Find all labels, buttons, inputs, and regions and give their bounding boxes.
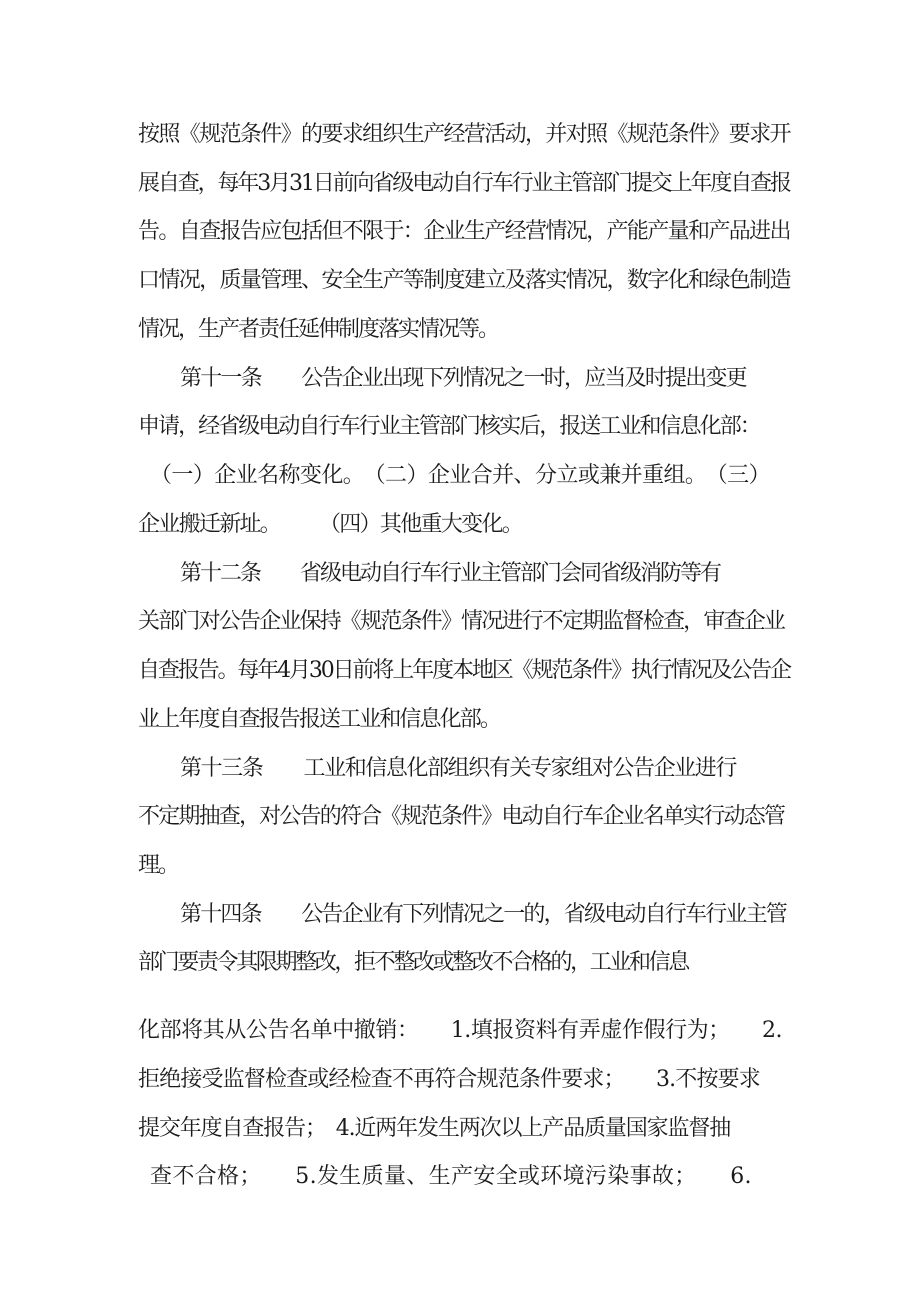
article-14-heading-line: 第十四条 公告企业有下列情况之一的，省级电动自行车行业主管 [180, 902, 787, 927]
article-13-heading-line: 第十三条 工业和信息化部组织有关专家组对公告企业进行 [180, 756, 736, 781]
text-line: 部门要责令其限期整改，拒不整改或整改不合格的，工业和信息 [138, 950, 688, 975]
text-line: 按照《规范条件》的要求组织生产经营活动，并对照《规范条件》要求开 [138, 122, 790, 147]
text-line: 提交年度自查报告； 4.近两年发生两次以上产品质量国家监督抽 [138, 1116, 731, 1141]
article-12-heading-line: 第十二条 省级电动自行车行业主管部门会同省级消防等有 [180, 561, 721, 586]
text-line: 查不合格； 5.发生质量、生产安全或环境污染事故； 6. [150, 1164, 752, 1189]
text-line: 业上年度自查报告报送工业和信息化部。 [138, 707, 500, 732]
text-line: 展自查，每年3月31日前向省级电动自行车行业主管部门提交上年度自查报 [138, 171, 790, 196]
text-line: 口情况，质量管理、安全生产等制度建立及落实情况，数字化和绿色制造 [138, 268, 790, 293]
text-line: 化部将其从公告名单中撤销： 1.填报资料有弄虚作假行为； 2. [138, 1018, 783, 1043]
text-line: 拒绝接受监督检查或经检查不再符合规范条件要求； 3.不按要求 [138, 1067, 760, 1092]
text-line: 不定期抽查，对公告的符合《规范条件》电动自行车企业名单实行动态管 [138, 804, 785, 829]
text-line: 关部门对公告企业保持《规范条件》情况进行不定期监督检查，审查企业 [138, 609, 785, 634]
text-line: 告。自查报告应包括但不限于：企业生产经营情况，产能产量和产品进出 [138, 219, 790, 244]
text-line: 自查报告。每年4月30日前将上年度本地区《规范条件》执行情况及公告企 [138, 658, 790, 683]
text-line: （一）企业名称变化。 （二）企业合并、分立或兼并重组。 （三） [150, 463, 771, 488]
article-11-heading-line: 第十一条 公告企业出现下列情况之一时，应当及时提出变更 [180, 366, 746, 391]
text-line: 申请，经省级电动自行车行业主管部门核实后，报送工业和信息化部： [138, 414, 760, 439]
text-line: 企业搬迁新址。 （四）其他重大变化。 [138, 512, 523, 537]
text-line: 理。 [138, 853, 178, 878]
text-line: 情况，生产者责任延伸制度落实情况等。 [138, 317, 499, 342]
